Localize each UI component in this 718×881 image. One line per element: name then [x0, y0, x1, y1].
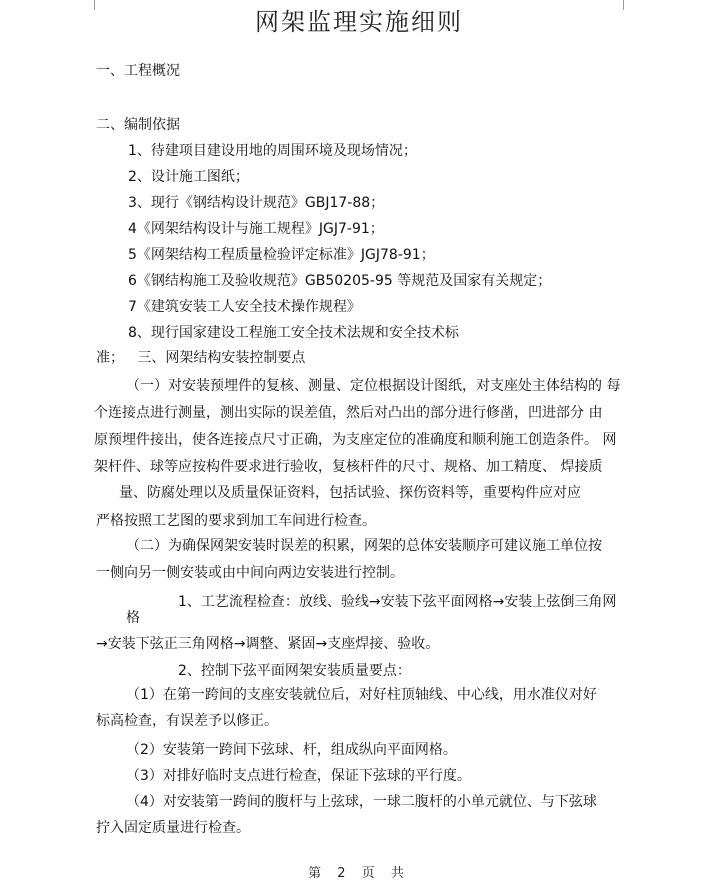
basis-item: 4《网架结构设计与施工规程》JGJ7-91；: [128, 221, 384, 237]
paragraph-line: （4）对安装第一跨间的腹杆与上弦球，一球二腹杆的小单元就位、与下弦球: [126, 794, 597, 810]
paragraph-line: 个连接点进行测量，测出实际的误差值，然后对凸出的部分进行修凿，凹进部分 由: [94, 405, 603, 421]
paragraph-line: （一）对安装预埋件的复核、测量、定位根据设计图纸，对支座处主体结构的 每: [126, 378, 621, 394]
paragraph-line: （2）安装第一跨间下弦球、杆，组成纵向平面网格。: [126, 742, 457, 758]
paragraph-line: （3）对排好临时支点进行检查，保证下弦球的平行度。: [126, 768, 471, 784]
page-footer: 第 2 页 共: [308, 866, 410, 881]
paragraph-line: 原预埋件接出，使各连接点尺寸正确，为支座定位的准确度和顺利施工创造条件。 网: [94, 432, 617, 448]
paragraph-line: 一侧向另一侧安装或由中间向两边安装进行控制。: [96, 565, 404, 581]
paragraph-line: 严格按照工艺图的要求到加工车间进行检查。: [96, 513, 376, 529]
basis-item: 2、设计施工图纸；: [128, 169, 249, 185]
paragraph-line: →安装下弦正三角网格→调整、紧固→支座焊接、验收。: [96, 636, 440, 652]
section-heading: 一、工程概况: [96, 63, 180, 79]
basis-item: 8、现行国家建设工程施工安全技术法规和安全技术标: [128, 325, 459, 341]
basis-item: 7《建筑安装工人安全技术操作规程》: [128, 299, 361, 315]
paragraph-line: （1）在第一跨间的支座安装就位后，对好柱顶轴线、中心线，用水准仪对好: [126, 687, 597, 703]
section-heading: 准； 三、网架结构安装控制要点: [96, 350, 306, 366]
subsection-heading: 2、控制下弦平面网架安装质量要点：: [178, 663, 411, 679]
basis-item: 6《钢结构施工及验收规范》GB50205-95 等规范及国家有关规定；: [128, 273, 552, 289]
paragraph-line: 格: [126, 610, 140, 626]
paragraph-line: 拧入固定质量进行检查。: [96, 820, 250, 836]
paragraph-line: 量、防腐处理以及质量保证资料，包括试验、探伤资料等，重要构件应对应: [119, 485, 581, 501]
section-heading: 二、编制依据: [96, 117, 180, 133]
document-title: 网架监理实施细则: [255, 8, 463, 36]
paragraph-line: 1、工艺流程检查：放线、验线→安装下弦平面网格→安装上弦倒三角网: [178, 594, 617, 610]
basis-item: 5《网架结构工程质量检验评定标准》JGJ78-91；: [128, 247, 435, 263]
paragraph-line: 架杆件、球等应按构件要求进行验收，复核杆件的尺寸、规格、加工精度、 焊接质: [94, 459, 603, 475]
paragraph-line: （二）为确保网架安装时误差的积累，网架的总体安装顺序可建议施工单位按: [126, 538, 602, 554]
basis-item: 1、待建项目建设用地的周围环境及现场情况；: [128, 143, 417, 159]
paragraph-line: 标高检查，有误差予以修正。: [96, 713, 278, 729]
basis-item: 3、现行《钢结构设计规范》GBJ17-88；: [128, 195, 385, 211]
